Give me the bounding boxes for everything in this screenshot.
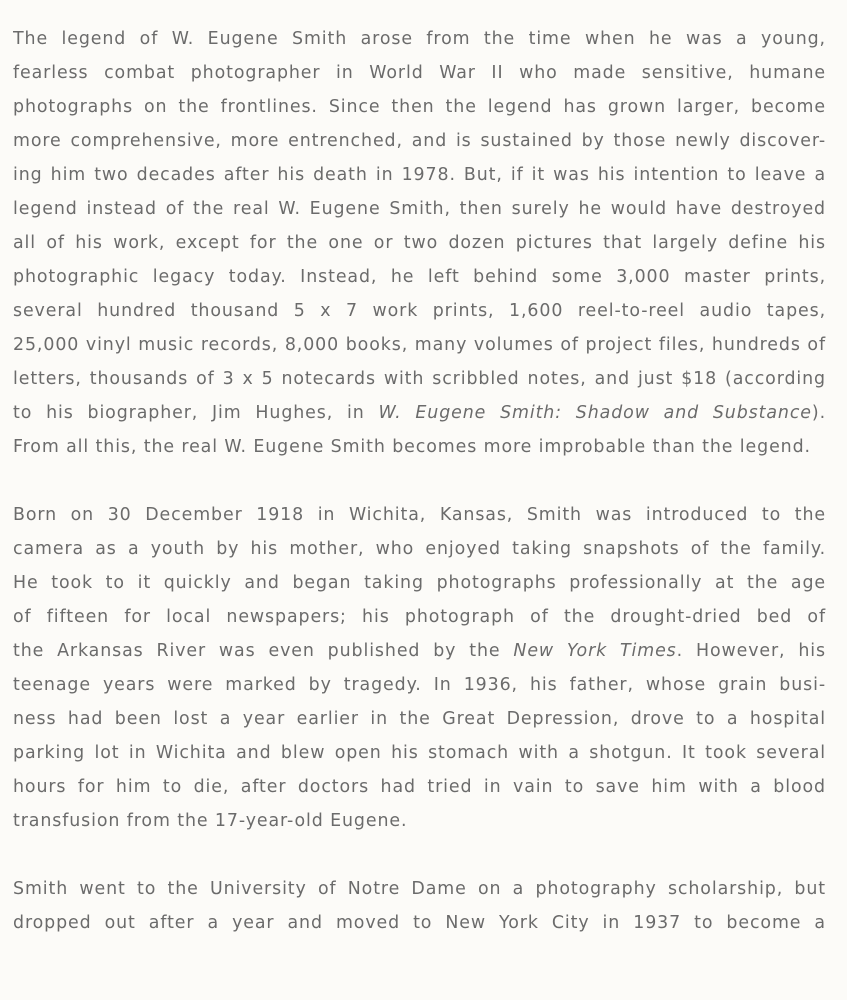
text-line: all of his work, except for the one or two dozen pictures that largely define his xyxy=(13,233,826,253)
book-title: W. Eugene Smith: Shadow and Substance xyxy=(378,403,812,423)
text-segment: . However, his xyxy=(676,641,826,661)
text-segment: the Arkansas River was even published by the xyxy=(13,641,514,661)
paragraph-3 xyxy=(13,872,826,940)
text-line: legend instead of the real W. Eugene Smith, then surely he would have destroyed xyxy=(13,199,826,219)
text-line: hours for him to die, after doctors had tried in vain to save him with a blood xyxy=(13,777,826,797)
text-line: teenage years were marked by tragedy. In 1936, his father, whose grain busi- xyxy=(13,675,826,695)
text-line: letters, thousands of 3 x 5 notecards with scribbled notes, and just $18 (according xyxy=(13,369,826,389)
page-text xyxy=(13,22,826,974)
text-line: Born on 30 December 1918 in Wichita, Kansas, Smith was introduced to the xyxy=(13,505,826,525)
paragraph-1 xyxy=(13,22,826,464)
text-line: The legend of W. Eugene Smith arose from the time when he was a young, xyxy=(13,29,826,49)
text-line: 25,000 vinyl music records, 8,000 books, many volumes of project files, hundreds of xyxy=(13,335,826,355)
text-line: fearless combat photographer in World War II who made sensitive, humane xyxy=(13,63,826,83)
text-line: parking lot in Wichita and blew open his stomach with a shotgun. It took several xyxy=(13,743,826,763)
text-line: transfusion from the 17-year-old Eugene. xyxy=(13,811,408,831)
text-line: dropped out after a year and moved to New York City in 1937 to become a xyxy=(13,913,826,933)
text-line: photographic legacy today. Instead, he left behind some 3,000 master prints, xyxy=(13,267,826,287)
text-line: ness had been lost a year earlier in the Great Depression, drove to a hospital xyxy=(13,709,826,729)
text-line: more comprehensive, more entrenched, and is sustained by those newly discover- xyxy=(13,131,826,151)
text-segment: ). xyxy=(811,403,826,423)
text-line: From all this, the real W. Eugene Smith becomes more improbable than the legend. xyxy=(13,437,811,457)
paragraph-2 xyxy=(13,498,826,838)
text-line: camera as a youth by his mother, who enjoyed taking snapshots of the family. xyxy=(13,539,826,559)
text-line: ing him two decades after his death in 1978. But, if it was his intention to leave a xyxy=(13,165,826,185)
text-line: of fifteen for local newspapers; his photograph of the drought-dried bed of xyxy=(13,607,826,627)
text-line-with-book-title xyxy=(13,396,826,430)
text-segment: to his biographer, Jim Hughes, in xyxy=(13,403,379,423)
text-line: several hundred thousand 5 x 7 work prints, 1,600 reel-to-reel audio tapes, xyxy=(13,301,826,321)
text-line: photographs on the frontlines. Since then the legend has grown larger, become xyxy=(13,97,826,117)
text-line: He took to it quickly and began taking photographs professionally at the age xyxy=(13,573,826,593)
text-line-with-publication-title xyxy=(13,634,826,668)
publication-title: New York Times xyxy=(513,641,677,661)
text-line: Smith went to the University of Notre Dame on a photography scholarship, but xyxy=(13,879,826,899)
